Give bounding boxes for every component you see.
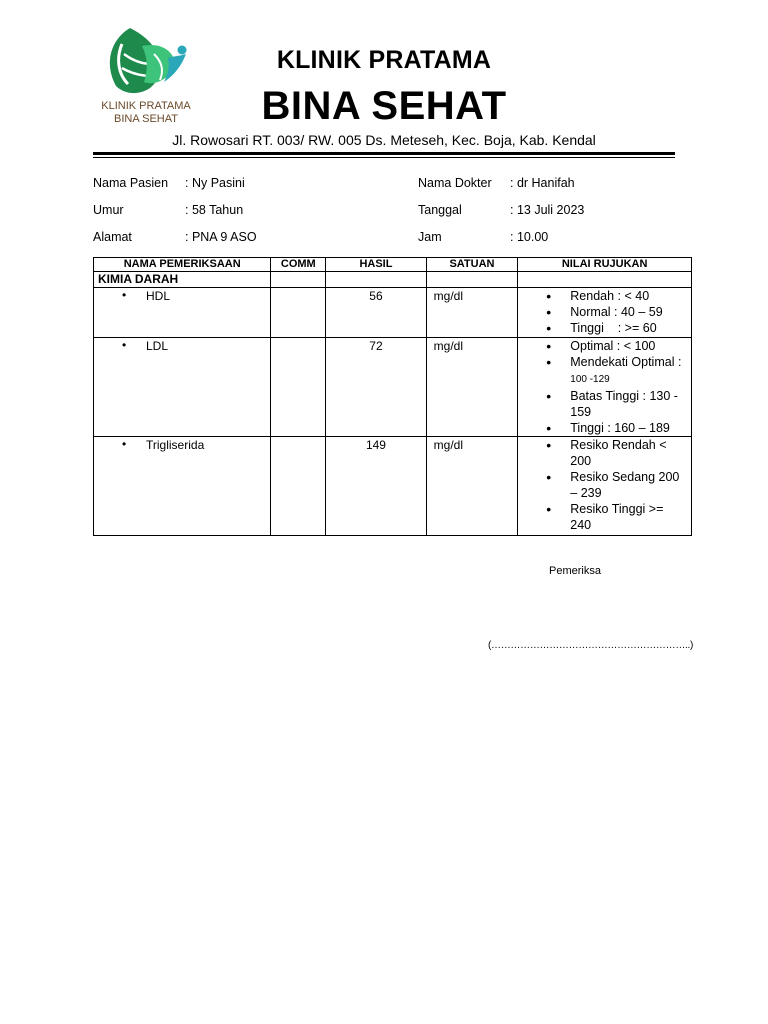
- reference-item: [522, 354, 687, 388]
- exam-name-cell: [94, 338, 271, 437]
- empty-cell: [426, 272, 518, 288]
- reference-text: Mendekati Optimal :: [570, 355, 682, 369]
- signature-line: (……………………………………………………..): [488, 640, 694, 651]
- exam-name: Trigliserida: [146, 438, 205, 452]
- examiner-label: Pemeriksa: [549, 565, 601, 577]
- reference-cell: [518, 288, 692, 338]
- exam-name-cell: [94, 288, 271, 338]
- patient-age-value: : 58 Tahun: [185, 203, 244, 217]
- reference-cell: [518, 338, 692, 437]
- unit-cell: mg/dl: [426, 288, 518, 338]
- exam-time-label: Jam: [418, 230, 442, 244]
- patient-name-field: [93, 176, 245, 190]
- result-cell: 149: [326, 437, 426, 536]
- exam-time-field: [418, 230, 548, 244]
- unit-cell: mg/dl: [426, 338, 518, 437]
- doctor-name-value: : dr Hanifah: [510, 176, 575, 190]
- clinic-logo: [94, 24, 198, 128]
- header-rule-thick: [93, 152, 675, 155]
- patient-age-label: Umur: [93, 203, 124, 217]
- patient-age-field: [93, 203, 243, 217]
- doctor-name-label: Nama Dokter: [418, 176, 492, 190]
- patient-name-value: : Ny Pasini: [185, 176, 245, 190]
- comm-cell: [271, 437, 326, 536]
- header-unit: SATUAN: [426, 258, 518, 272]
- results-table: [93, 257, 692, 536]
- unit-cell: mg/dl: [426, 437, 518, 536]
- empty-cell: [326, 272, 426, 288]
- reference-item: • Optimal : < 100: [522, 338, 687, 354]
- clinic-address: Jl. Rowosari RT. 003/ RW. 005 Ds. Meteseh, Kec. Boja, Kab. Kendal: [172, 132, 596, 148]
- empty-cell: [271, 272, 326, 288]
- result-cell: 72: [326, 338, 426, 437]
- reference-cell: [518, 437, 692, 536]
- section-row: [94, 272, 692, 288]
- exam-date-value: : 13 Juli 2023: [510, 203, 585, 217]
- patient-address-field: [93, 230, 257, 244]
- table-header-row: [94, 258, 692, 272]
- reference-item: • Tinggi : >= 60: [522, 320, 687, 336]
- exam-name-cell: [94, 437, 271, 536]
- empty-cell: [518, 272, 692, 288]
- reference-item: • Resiko Tinggi >= 240: [522, 501, 687, 533]
- exam-date-label: Tanggal: [418, 203, 462, 217]
- logo-text-line1: KLINIK PRATAMA: [101, 100, 191, 112]
- reference-item: • Resiko Rendah < 200: [522, 437, 687, 469]
- reference-list: [522, 437, 687, 533]
- exam-date-field: [418, 203, 584, 217]
- reference-item: • Rendah : < 40: [522, 288, 687, 304]
- reference-item: • Batas Tinggi : 130 - 159: [522, 388, 687, 420]
- logo-text: [94, 100, 198, 126]
- header-reference: NILAI RUJUKAN: [518, 258, 692, 272]
- exam-name: LDL: [146, 339, 169, 353]
- reference-list: [522, 338, 687, 436]
- table-row: [94, 288, 692, 338]
- exam-time-value: : 10.00: [510, 230, 549, 244]
- table-row: [94, 338, 692, 437]
- bullet-icon: •: [122, 338, 127, 352]
- bullet-icon: •: [122, 437, 127, 451]
- section-title: KIMIA DARAH: [94, 272, 271, 288]
- header-result: HASIL: [326, 258, 426, 272]
- patient-name-label: Nama Pasien: [93, 176, 169, 190]
- reference-item: • Resiko Sedang 200 – 239: [522, 469, 687, 501]
- doctor-name-field: [418, 176, 575, 190]
- bullet-icon: •: [122, 288, 127, 302]
- reference-item: • Tinggi : 160 – 189: [522, 420, 687, 436]
- reference-list: [522, 288, 687, 336]
- clinic-title: BINA SEHAT: [261, 84, 507, 128]
- patient-address-value: : PNA 9 ASO: [185, 230, 257, 244]
- comm-cell: [271, 338, 326, 437]
- reference-item: • Normal : 40 – 59: [522, 304, 687, 320]
- reference-range: 100 -129: [570, 374, 610, 385]
- result-cell: 56: [326, 288, 426, 338]
- logo-text-line2: BINA SEHAT: [114, 113, 178, 125]
- header-comm: COMM: [271, 258, 326, 272]
- table-row: [94, 437, 692, 536]
- clinic-subtitle: KLINIK PRATAMA: [276, 46, 492, 74]
- comm-cell: [271, 288, 326, 338]
- patient-address-label: Alamat: [93, 230, 132, 244]
- header-rule-thin: [93, 157, 675, 158]
- exam-name: HDL: [146, 289, 171, 303]
- header-exam-name: NAMA PEMERIKSAAN: [94, 258, 271, 272]
- leaf-person-icon: [102, 24, 192, 100]
